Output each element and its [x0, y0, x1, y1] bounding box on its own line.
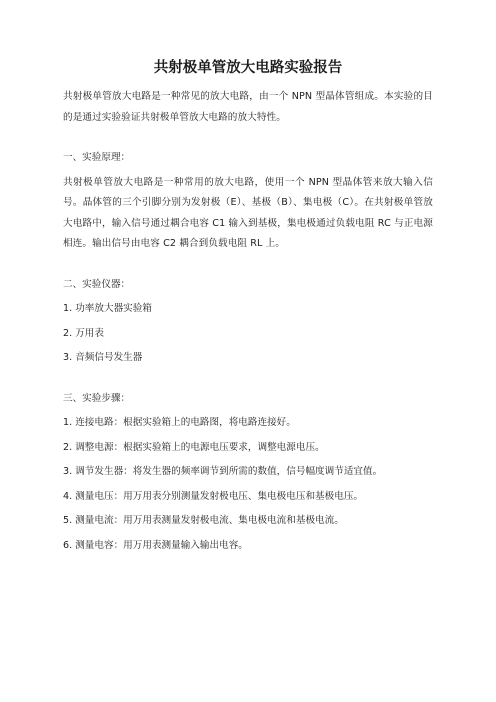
step-item: 3. 调节发生器：将发生器的频率调节到所需的数值，信号幅度调节适宜值。: [63, 466, 383, 477]
instrument-item: 1. 功率放大器实验箱: [63, 303, 152, 314]
instrument-item: 2. 万用表: [63, 327, 104, 339]
document-title: 共射极单管放大电路实验报告: [153, 60, 343, 76]
step-item: 2. 调整电源：根据实验箱上的电源电压要求，调整电源电压。: [63, 441, 325, 453]
section-heading-steps: 三、实验步骤：: [63, 392, 131, 404]
intro-paragraph: 共射极单管放大电路是一种常见的放大电路，由一个 NPN 型晶体管组成。本实验的目的是通过实验验证共射极单管放大电路的放大特性。: [63, 91, 433, 123]
instrument-item: 3. 音频信号发生器: [63, 352, 143, 363]
section-heading-instruments: 二、实验仪器：: [63, 278, 131, 290]
section-heading-principle: 一、实验原理：: [63, 152, 131, 163]
principle-paragraph: 共射极单管放大电路是一种常用的放大电路，使用一个 NPN 型晶体管来放大输入信号。晶体管的三个引脚分别为发射极（E）、基极（B）、集电极（C）。在共射极单管放大电路中，输入信号通过耦合电容 C1 输入到基极，集电极通过负载电阻 RC 与正电源相连。输出信号由电容 C2 耦合到负载电阻 RL 上。: [63, 176, 433, 249]
step-item: 4. 测量电压：用万用表分别测量发射极电压、集电极电压和基极电压。: [63, 490, 364, 502]
step-item: 6. 测量电容：用万用表测量输入输出电容。: [63, 539, 248, 551]
step-item: 5. 测量电流：用万用表测量发射极电流、集电极电流和基极电流。: [63, 515, 344, 526]
step-item: 1. 连接电路：根据实验箱上的电路图，将电路连接好。: [63, 417, 296, 428]
